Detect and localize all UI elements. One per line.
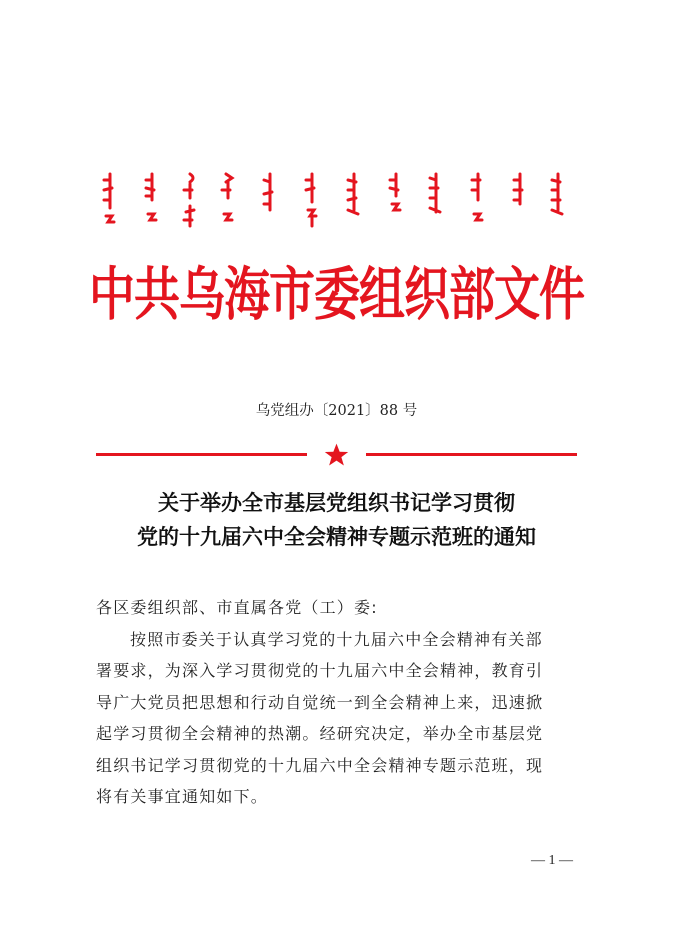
paragraph-line: 署要求，为深入学习贯彻党的十九届六中全会精神，教育引: [96, 661, 544, 680]
divider-line-left: [96, 453, 307, 456]
notice-title-line-2: 党的十九届六中全会精神专题示范班的通知: [137, 524, 536, 549]
divider-line-right: [366, 453, 577, 456]
paragraph-line: 起学习贯彻全会精神的热潮。经研究决定，举办全市基层党: [96, 724, 544, 743]
notice-title-line-1: 关于举办全市基层党组织书记学习贯彻: [158, 490, 515, 515]
red-divider: [96, 442, 577, 468]
paragraph-line: 导广大党员把思想和行动自觉统一到全会精神上来，迅速掀: [96, 692, 544, 712]
notice-title: [0, 486, 673, 554]
paragraph-line: 组织书记学习贯彻党的十九届六中全会精神专题示范班，现: [96, 755, 544, 775]
paragraph-line: 将有关事宜通知如下。: [96, 787, 269, 806]
notice-body: [96, 592, 580, 813]
salutation: 各区委组织部、市直属各党（工）委:: [96, 598, 378, 617]
document-number: 乌党组办〔2021〕88 号: [255, 403, 418, 419]
star-icon: [323, 442, 350, 468]
organization-title: 中共乌海市委组织部文件: [89, 260, 584, 328]
mongolian-script-header: [96, 170, 576, 230]
page-number: — 1 —: [531, 853, 573, 868]
paragraph-line: 按照市委关于认真学习党的十九届六中全会精神有关部: [130, 629, 543, 649]
